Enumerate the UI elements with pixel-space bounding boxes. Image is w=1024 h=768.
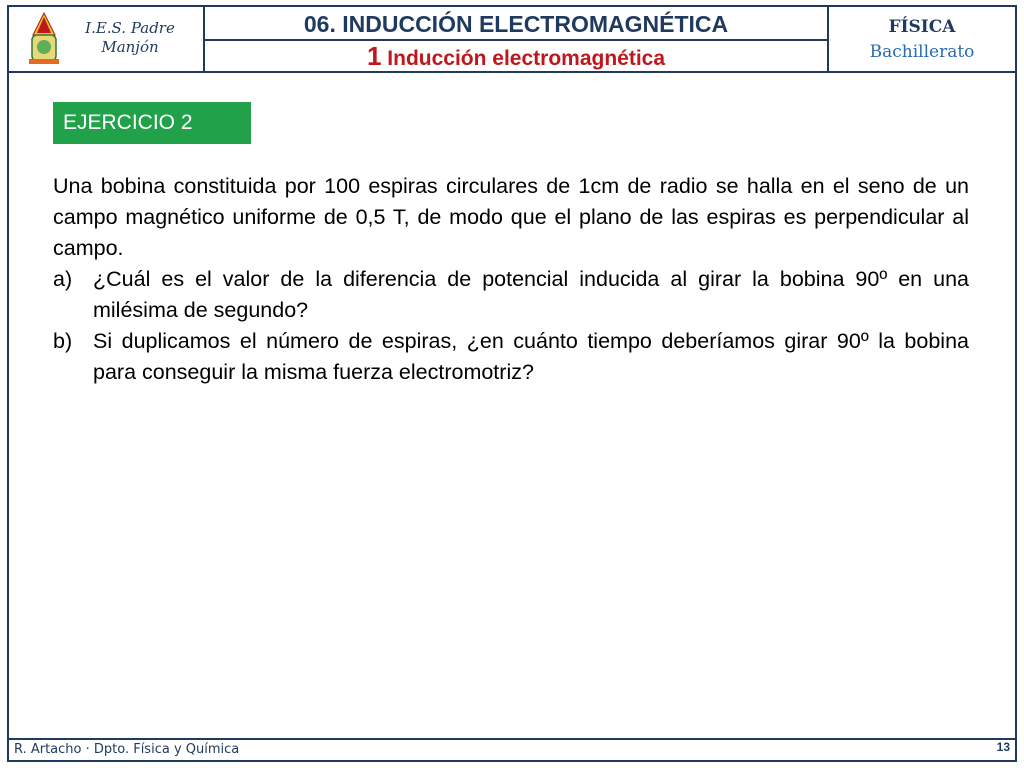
footer-author: R. Artacho · Dpto. Física y Química — [14, 742, 240, 757]
school-block — [9, 7, 205, 71]
school-logo-icon — [23, 11, 65, 69]
section-title: Inducción electromagnética — [387, 47, 666, 70]
section-title-row — [205, 41, 827, 71]
page-number: 13 — [996, 740, 1010, 754]
title-block — [205, 7, 829, 71]
exercise-statement: Una bobina constituida por 100 espiras circulares de 1cm de radio se halla en el seno de un campo magnético uniforme de 0,5 T, de modo que el plano de las espiras es perpendicular al campo. — [53, 174, 969, 260]
school-name: I.E.S. Padre Manjón — [85, 19, 175, 56]
subject-name: FÍSICA — [888, 17, 956, 37]
course-level: Bachillerato — [869, 42, 975, 62]
question-label: a) — [53, 267, 73, 291]
unit-title: 06. INDUCCIÓN ELECTROMAGNÉTICA — [205, 7, 827, 41]
footer-divider — [9, 738, 1015, 740]
question-a — [53, 264, 969, 326]
exercise-badge: EJERCICIO 2 — [53, 102, 251, 144]
question-text: Si duplicamos el número de espiras, ¿en cuánto tiempo deberíamos girar 90º la bobina para conseguir la misma fuerza electromotriz? — [93, 329, 969, 384]
section-number: 1 — [366, 41, 382, 71]
page-header — [7, 5, 1017, 73]
question-text: ¿Cuál es el valor de la diferencia de potencial inducida al girar la bobina 90º en una milésima de segundo? — [93, 267, 969, 322]
question-b — [53, 326, 969, 388]
question-label: b) — [53, 329, 73, 353]
exercise-body — [53, 171, 969, 388]
subject-block — [829, 7, 1015, 71]
